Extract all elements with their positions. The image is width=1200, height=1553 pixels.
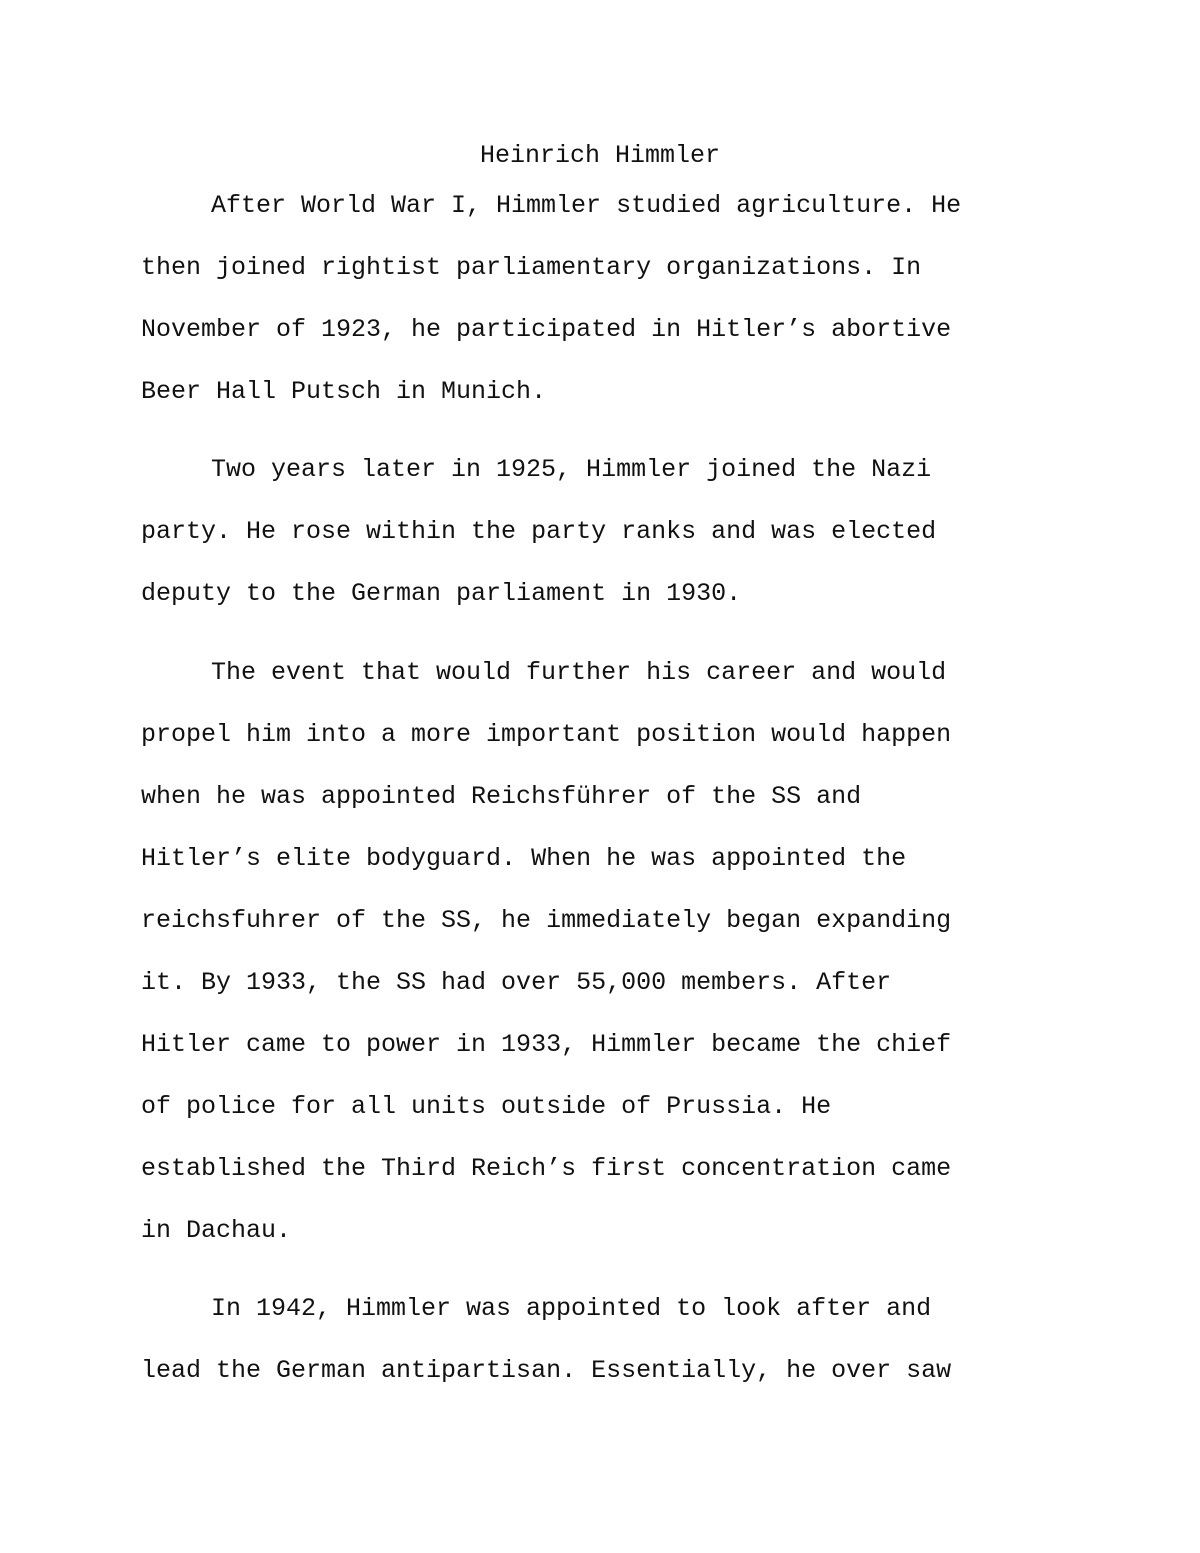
paragraph-4-line-2: lead the German antipartisan. Essentially, he over saw — [141, 1356, 952, 1385]
paragraph-3-line-7: Hitler came to power in 1933, Himmler became the chief — [141, 1030, 952, 1059]
paragraph-3-line-1: The event that would further his career and would — [211, 658, 947, 687]
paragraph-2-line-2: party. He rose within the party ranks and was elected — [141, 517, 937, 546]
paragraph-2-line-3: deputy to the German parliament in 1930. — [141, 579, 742, 608]
paragraph-2-line-1: Two years later in 1925, Himmler joined the Nazi — [211, 455, 932, 484]
paragraph-1-line-1: After World War I, Himmler studied agriculture. He — [211, 191, 962, 220]
paragraph-3-line-3: when he was appointed Reichsführer of the SS and — [141, 782, 862, 811]
paragraph-3-line-9: established the Third Reich’s first concentration came — [141, 1154, 952, 1183]
paragraph-3-line-5: reichsfuhrer of the SS, he immediately began expanding — [141, 906, 952, 935]
paragraph-3-line-4: Hitler’s elite bodyguard. When he was appointed the — [141, 844, 907, 873]
paragraph-3-line-8: of police for all units outside of Prussia. He — [141, 1092, 832, 1121]
document-title: Heinrich Himmler — [479, 141, 721, 170]
paragraph-4-line-1: In 1942, Himmler was appointed to look after and — [211, 1294, 932, 1323]
paragraph-1-line-4: Beer Hall Putsch in Munich. — [141, 377, 547, 406]
paragraph-3-line-10: in Dachau. — [141, 1216, 292, 1245]
paragraph-3-line-6: it. By 1933, the SS had over 55,000 members. After — [141, 968, 892, 997]
paragraph-1-line-2: then joined rightist parliamentary organizations. In — [141, 253, 922, 282]
paragraph-1-line-3: November of 1923, he participated in Hitler’s abortive — [141, 315, 952, 344]
paragraph-3-line-2: propel him into a more important position would happen — [141, 720, 952, 749]
